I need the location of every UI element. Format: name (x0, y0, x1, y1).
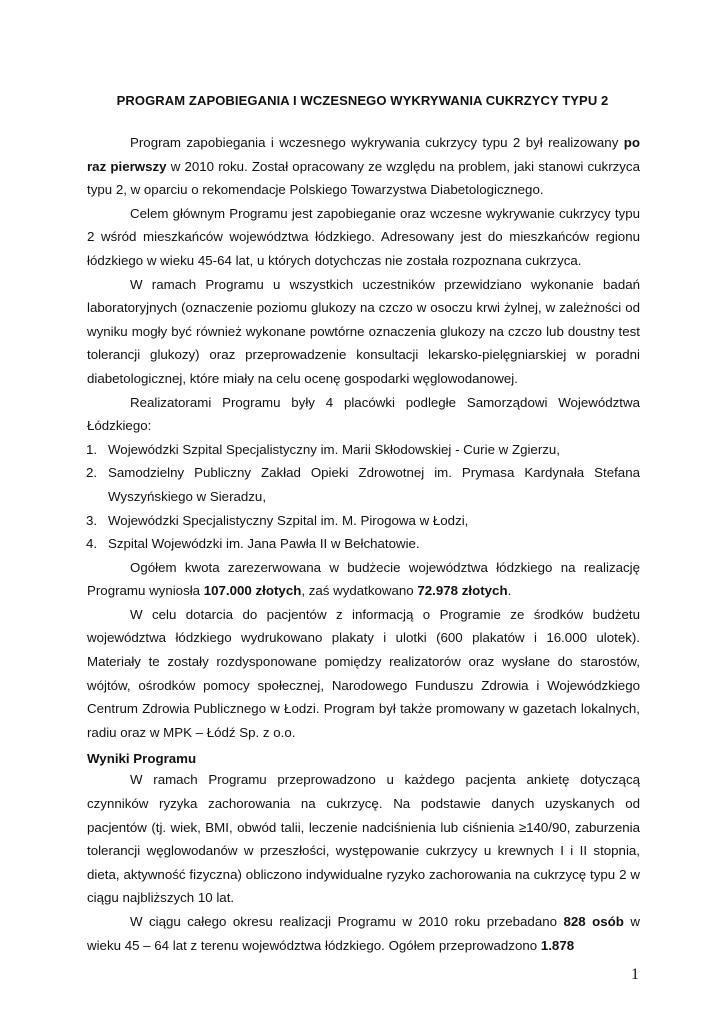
document-title: PROGRAM ZAPOBIEGANIA I WCZESNEGO WYKRYWANIA CUKRZYCY TYPU 2 (116, 93, 609, 108)
list-number: 2. (86, 465, 98, 481)
list-number: 1. (86, 441, 98, 457)
list-text: Wojewódzki Szpital Specjalistyczny im. Marii Skłodowskiej - Curie w Zgierzu, (108, 441, 560, 457)
list-item (87, 509, 640, 533)
paragraph-goal: Celem głównym Programu jest zapobieganie oraz wczesne wykrywanie cukrzycy typu 2 wśród mieszkańców województwa łódzkiego. Adresowany jest do mieszkańców regionu łódzkiego w wieku 45-64 lat, u których dotychczas nie została rozpoznana cukrzyca. (87, 205, 640, 268)
document-body (87, 131, 640, 957)
bold-text: 828 osób (563, 914, 624, 929)
section-heading: Wyniki Programu (87, 751, 197, 767)
paragraph-implementers: Realizatorami Programu były 4 placówki podległe Samorządowi Województwa Łódzkiego: (87, 394, 640, 434)
list-text: Samodzielny Publiczny Zakład Opieki Zdrowotnej im. Prymasa Kardynała Stefana Wyszyńskiego w Sieradzu, (108, 465, 640, 504)
bold-text: 72.978 złotych (417, 583, 508, 599)
list-item (87, 438, 640, 462)
text-run: . (507, 583, 512, 599)
text-run: W ciągu całego okresu realizacji Programu w 2010 roku przebadano (130, 914, 564, 929)
text-run: , zaś wydatkowano (301, 583, 418, 599)
bold-text: po raz pierwszy (87, 135, 640, 174)
paragraph-intro (87, 131, 640, 202)
text-run: Ogółem kwota zarezerwowana w budżecie województwa łódzkiego na realizację Programu wyniosła (87, 559, 640, 599)
bold-text: 107.000 złotych (203, 583, 302, 599)
paragraph-budget (87, 556, 640, 603)
list-number: 4. (86, 536, 98, 552)
bold-text: 1.878 (540, 937, 575, 953)
list-text: Wojewódzki Specjalistyczny Szpital im. M. Pirogowa w Łodzi, (108, 512, 469, 528)
paragraph-results (87, 910, 640, 957)
text-run: Program zapobiegania i wczesnego wykrywania cukrzycy typu 2 był realizowany (130, 135, 624, 150)
list-number: 3. (86, 512, 98, 528)
list-item (87, 461, 640, 508)
page-number: 1 (631, 966, 639, 983)
text-run: w 2010 roku. Został opracowany ze względu na problem, jaki stanowi cukrzyca typu 2, w oparciu o rekomendacje Polskiego Towarzystwa Diabetologicznego. (87, 158, 640, 198)
paragraph-promotion: W celu dotarcia do pacjentów z informacją o Programie ze środków budżetu województwa łódzkiego wydrukowano plakaty i ulotki (600 plakatów i 16.000 ulotek). Materiały te zostały rozdysponowane pomiędzy realizatorów oraz wysłane do starostów, wójtów, ośrodków pomocy społecznej, Narodowego Funduszu Zdrowia i Wojewódzkiego Centrum Zdrowia Publicznego w Łodzi. Program był także promowany w gazetach lokalnych, radiu oraz w MPK – Łódź Sp. z o.o. (87, 606, 640, 740)
paragraph-scope: W ramach Programu u wszystkich uczestników przewidziano wykonanie badań laboratoryjnych (oznaczenie poziomu glukozy na czczo w osoczu krwi żylnej, w zależności od wyniku mogły być również wykonane powtórne oznaczenia glukozy na czczo lub doustny test tolerancji glukozy) oraz przeprowadzenie konsultacji lekarsko-pielęgniarskiej w poradni diabetologicznej, które miały na celu ocenę gospodarki węglowodanowej. (87, 276, 640, 386)
list-text: Szpital Wojewódzki im. Jana Pawła II w Bełchatowie. (108, 536, 420, 552)
implementers-list (87, 438, 640, 556)
text-run: w wieku 45 – 64 lat z terenu województwa łódzkiego. Ogółem przeprowadzono (87, 914, 640, 953)
list-item (87, 532, 640, 556)
paragraph-survey: W ramach Programu przeprowadzono u każdego pacjenta ankietę dotyczącą czynników ryzyka zachorowania na cukrzycę. Na podstawie danych uzyskanych od pacjentów (tj. wiek, BMI, obwód talii, leczenie nadciśnienia lub ciśnienia ≥140/90, zaburzenia tolerancji węglowodanów w przeszłości, występowanie cukrzycy u krewnych I i II stopnia, dieta, aktywność fizyczna) obliczono indywidualne ryzyko zachorowania na cukrzycę typu 2 w ciągu najbliższych 10 lat. (87, 772, 640, 906)
